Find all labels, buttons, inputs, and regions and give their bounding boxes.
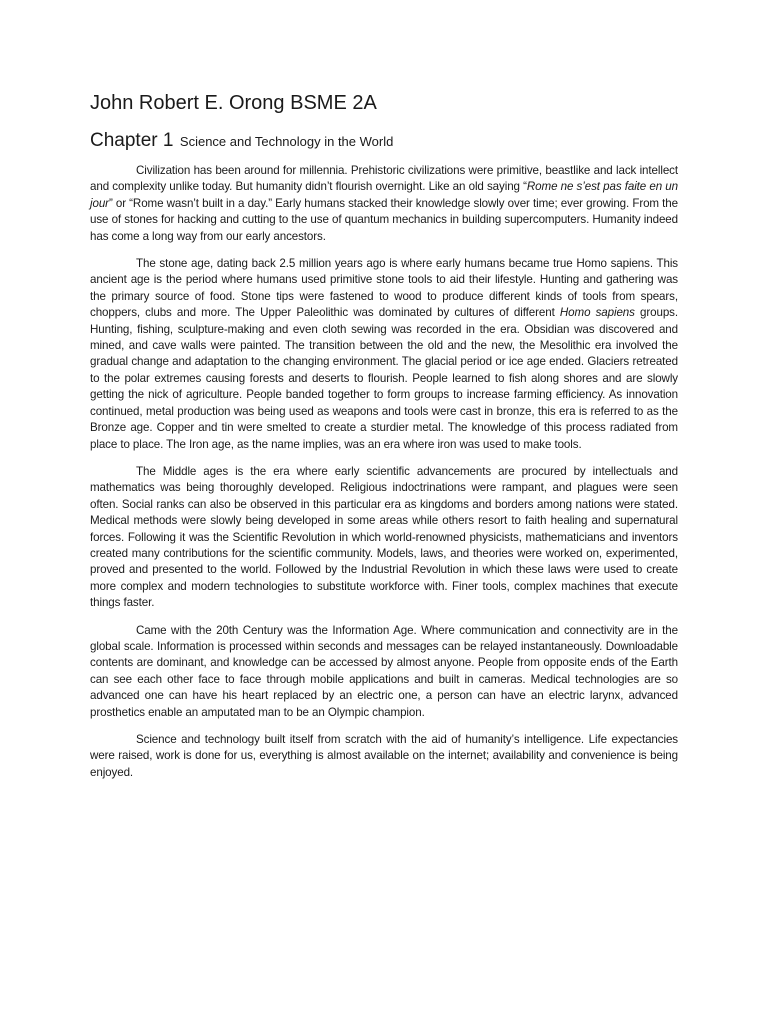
paragraph-1-text-b: ” or “Rome wasn’t built in a day.” Early humans stacked their knowledge slowly over time; ever growing. From the use of stones for hacking and cutting to the use of quantum mechanics in building supercomputers. Humanity indeed has come a long way from our early ancestors. bbox=[90, 196, 678, 243]
paragraph-2-text-a: The stone age, dating back 2.5 million years ago is where early humans became true Homo sapiens. This ancient age is the period where humans used primitive stone tools to aid their lifestyle. Hunting and gathering was the primary source of food. Stone tips were fastened to wood to produce different kinds of tools from spears, choppers, clubs and more. The Upper Paleolithic was dominated by cultures of different bbox=[90, 257, 678, 320]
chapter-heading bbox=[90, 130, 393, 152]
document-body bbox=[90, 163, 678, 792]
chapter-title: Science and Technology in the World bbox=[179, 134, 394, 149]
paragraph-1-italic-quote: Rome ne s’est pas faite en un jour bbox=[90, 180, 678, 210]
paragraph-2 bbox=[90, 256, 678, 453]
paragraph-3: The Middle ages is the era where early scientific advancements are procured by intellectuals and mathematics was being thoroughly developed. Religious indoctrinations were rampant, and plagues were seen often. Social ranks can also be observed in this particular era as kingdoms and borders among nations were stated. Medical methods were slowly being developed in some areas while others resort to faith healing and supernatural forces. Following it was the Scientific Revolution in which world-renowned physicists, mathematicians and inventors created many contributions for the scientific community. Models, laws, and theories were worked on, experimented, proved and presented to the world. Followed by the Industrial Revolution in which these laws were used to create more complex and modern technologies to substitute workforce with. Finer tools, complex machines that execute things faster. bbox=[90, 464, 678, 610]
author-line: John Robert E. Orong BSME 2A bbox=[90, 92, 377, 114]
paragraph-1-text-a: Civilization has been around for millennia. Prehistoric civilizations were primitive, beastlike and lack intellect and complexity unlike today. But humanity didn’t flourish overnight. Like an old saying “ bbox=[90, 164, 678, 194]
paragraph-5: Science and technology built itself from scratch with the aid of humanity’s intelligence. Life expectancies were raised, work is done for us, everything is almost available on the internet; availability and convenience is being enjoyed. bbox=[90, 733, 678, 779]
paragraph-4: Came with the 20th Century was the Information Age. Where communication and connectivity are in the global scale. Information is processed within seconds and messages can be relayed instantaneously. Downloadable contents are dominant, and knowledge can be accessed by almost anyone. People from opposite ends of the Earth can see each other face to face through mobile applications and built in cameras. Medical technologies are so advanced one can have his heart replaced by an electric one, a person can have an electric larynx, advanced prosthetics enable an amputated man to be an Olympic champion. bbox=[90, 623, 678, 719]
paragraph-2-text-b: groups. Hunting, fishing, sculpture-making and even cloth sewing was recorded in the era. Obsidian was discovered and mined, and cave walls were painted. The transition between the old and the new, the Mesolithic era involved the gradual change and adaptation to the changing environment. The glacial period or ice age ended. Glaciers retreated to the polar extremes causing forests and deserts to flourish. People learned to fish along shores and are slowly getting the nick of agriculture. People banded together to form groups to increase farming efficiency. As innovation continued, metal production was being used as weapons and tools were cast in bronze, this era is referred to as the Bronze age. Copper and tin were smelted to create a sturdier metal. The knowledge of this process radiated from place to place. The Iron age, as the name implies, was an era where iron was used to make tools. bbox=[90, 306, 678, 451]
paragraph-2-italic-term: Homo sapiens bbox=[559, 306, 635, 320]
paragraph-1 bbox=[90, 163, 678, 245]
chapter-number: Chapter 1 bbox=[90, 130, 174, 151]
